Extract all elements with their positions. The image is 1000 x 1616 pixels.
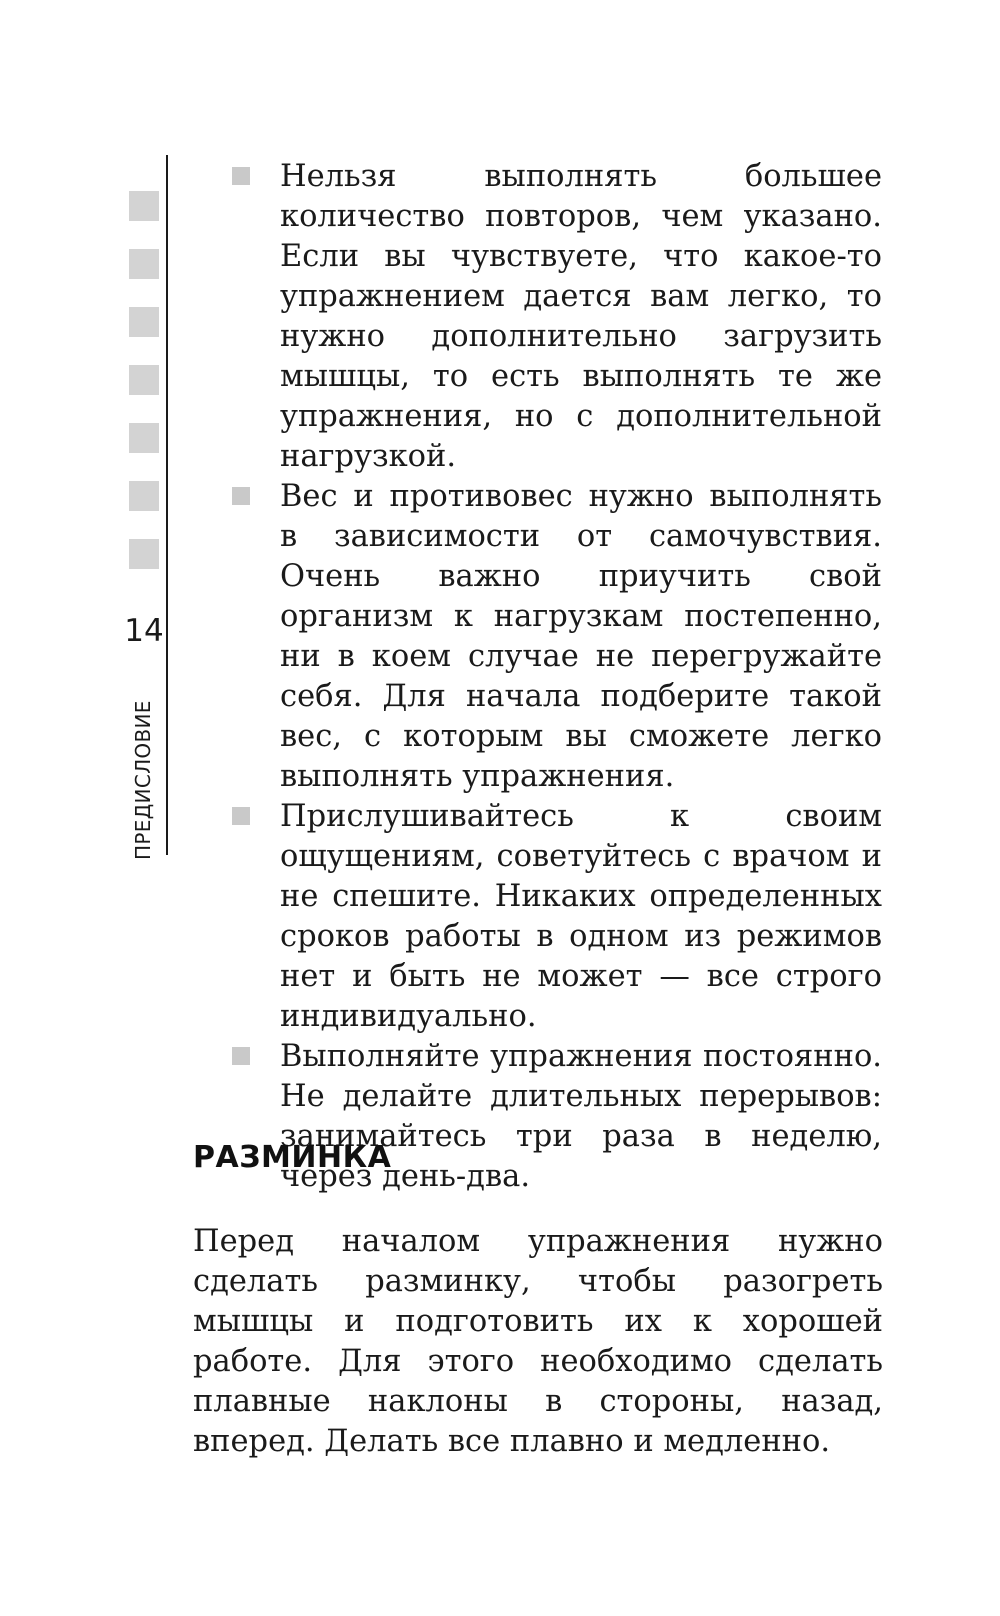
list-item-text: Выполняйте упражнения постоянно. Не делайте длительных перерывов: занимайтесь три раза в неделю, через день-два. xyxy=(280,1039,882,1194)
square-bullet-icon xyxy=(232,807,250,825)
list-item-text: Вес и противовес нужно выполнять в зависимости от самочувствия. Очень важно приучить свой организм к нагрузкам постепенно, ни в коем случае не перегружайте себя. Для начала подберите такой вес, с которым вы сможете легко выполнять упражнения. xyxy=(280,479,882,794)
running-head xyxy=(130,700,160,860)
margin-square xyxy=(129,539,159,569)
section-paragraph: Перед началом упражнения нужно сделать разминку, чтобы разогреть мышцы и подготовить их к хорошей работе. Для этого необходимо сделать плавные наклоны в стороны, назад, вперед. Делать все плавно и медленно. xyxy=(193,1224,883,1459)
margin-square xyxy=(129,307,159,337)
list-item xyxy=(232,157,882,477)
page-number: 14 xyxy=(124,613,164,649)
list-item-text: Прислушивайтесь к своим ощущениям, советуйтесь с врачом и не спешите. Никаких определенных сроков работы в одном из режимов нет и быть не может — все строго индивидуально. xyxy=(280,799,882,1034)
section-label: ПРЕДИСЛОВИЕ xyxy=(131,700,155,860)
square-bullet-icon xyxy=(232,1047,250,1065)
section-heading: РАЗМИНКА xyxy=(193,1140,392,1175)
margin-square xyxy=(129,423,159,453)
margin-square xyxy=(129,481,159,511)
list-item xyxy=(232,797,882,1037)
margin-square xyxy=(129,365,159,395)
bullet-list xyxy=(232,157,882,1197)
list-item-text: Нельзя выполнять большее количество повторов, чем указано. Если вы чувствуете, что какое-то упражнением дается вам легко, то нужно дополнительно загрузить мышцы, то есть выполнять те же упражнения, но с дополнительной нагрузкой. xyxy=(280,159,882,474)
square-bullet-icon xyxy=(232,487,250,505)
margin-square xyxy=(129,249,159,279)
square-bullet-icon xyxy=(232,167,250,185)
margin-square xyxy=(129,191,159,221)
list-item xyxy=(232,477,882,797)
margin-rule xyxy=(166,155,168,855)
margin-square-column xyxy=(129,191,159,597)
